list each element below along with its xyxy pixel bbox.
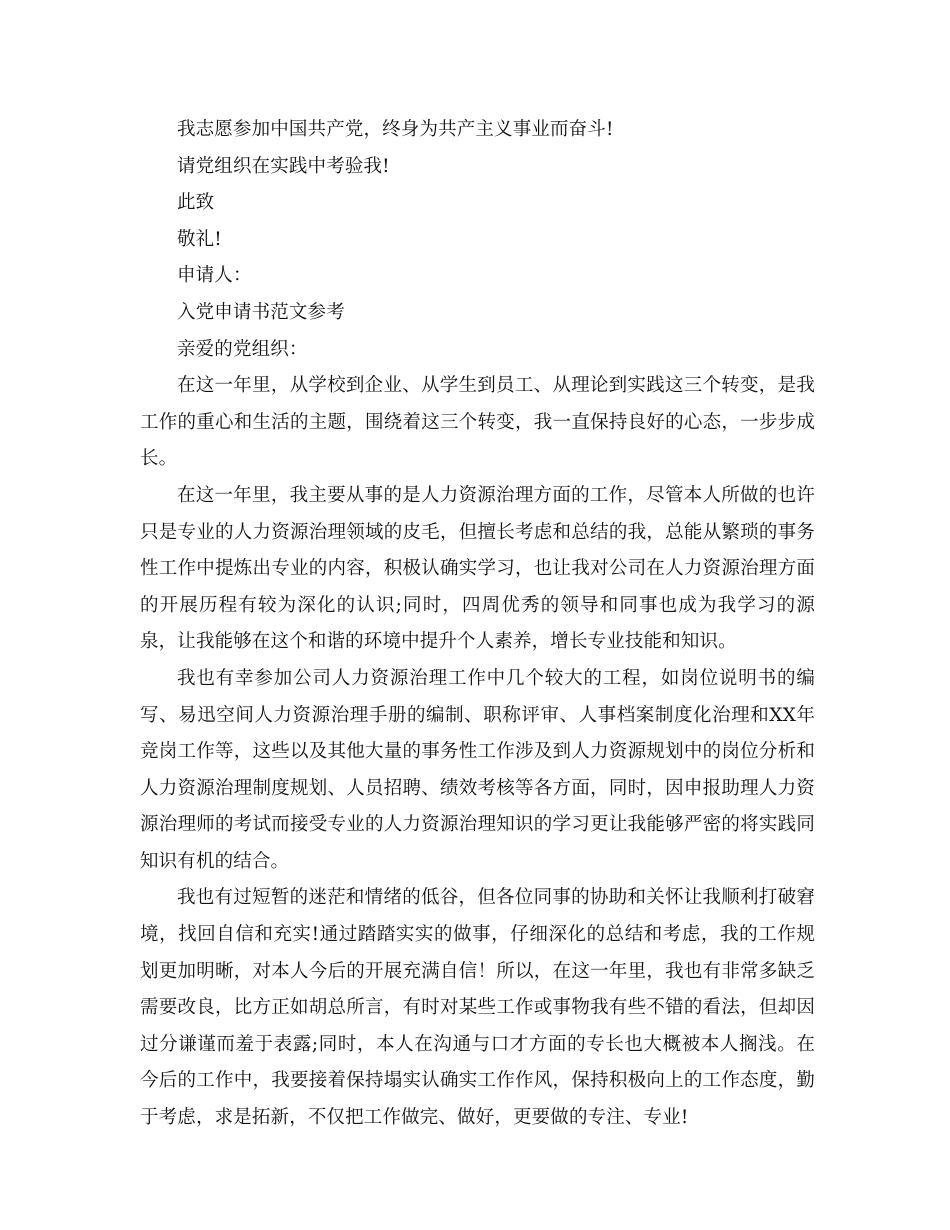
document-body [140, 112, 815, 1137]
paragraph-1: 我志愿参加中国共产党，终身为共产主义事业而奋斗! [177, 119, 614, 140]
paragraph-applicant: 申请人： [177, 265, 252, 287]
paragraph-body-4: 我也有过短暂的迷茫和情绪的低谷，但各位同事的协助和关怀让我顺利打破窘境，找回自信和充实!通过踏踏实实的做事，仔细深化的总结和考虑，我的工作规划更加明晰，对本人今后的开展充满自信！所以，在这一年里，我也有非常多缺乏需要改良，比方正如胡总所言，有时对某些工作或事物我有些不错的看法，但却因过分谦谨而羞于表露;同时，本人在沟通与口才方面的专长也大概被本人搁浅。在今后的工作中，我要接着保持塌实认确实工作作风，保持积极向上的工作态度，勤于考虑，求是拓新，不仅把工作做完、做好，更要做的专注、专业! [140, 887, 815, 1129]
paragraph-body-3: 我也有幸参加公司人力资源治理工作中几个较大的工程，如岗位说明书的编写、易迅空间人力资源治理手册的编制、职称评审、人事档案制度化治理和XX年竞岗工作等，这些以及其他大量的事务性工作涉及到人力资源规划中的岗位分析和人力资源治理制度规划、人员招聘、绩效考核等各方面，同时，因申报助理人力资源治理师的考试而接受专业的人力资源治理知识的学习更让我能够严密的将实践同知识有机的结合。 [140, 667, 815, 872]
paragraph-body-1: 在这一年里，从学校到企业、从学生到员工、从理论到实践这三个转变，是我工作的重心和生活的主题，围绕着这三个转变，我一直保持良好的心态，一步步成长。 [140, 375, 815, 470]
paragraph-closing-salute: 此致 [177, 192, 215, 214]
paragraph-regards: 敬礼! [177, 228, 222, 250]
paragraph-2: 请党组织在实践中考验我! [177, 155, 390, 177]
section-title: 入党申请书范文参考 [177, 301, 345, 323]
paragraph-body-2: 在这一年里，我主要从事的是人力资源治理方面的工作，尽管本人所做的也许只是专业的人力资源治理领域的皮毛，但擅长考虑和总结的我，总能从繁琐的事务性工作中提炼出专业的内容，积极认确实学习，也让我对公司在人力资源治理方面的开展历程有较为深化的认识;同时，四周优秀的领导和同事也成为我学习的源泉，让我能够在这个和谐的环境中提升个人素养，增长专业技能和知识。 [140, 484, 815, 653]
salutation: 亲爱的党组织： [177, 338, 308, 360]
